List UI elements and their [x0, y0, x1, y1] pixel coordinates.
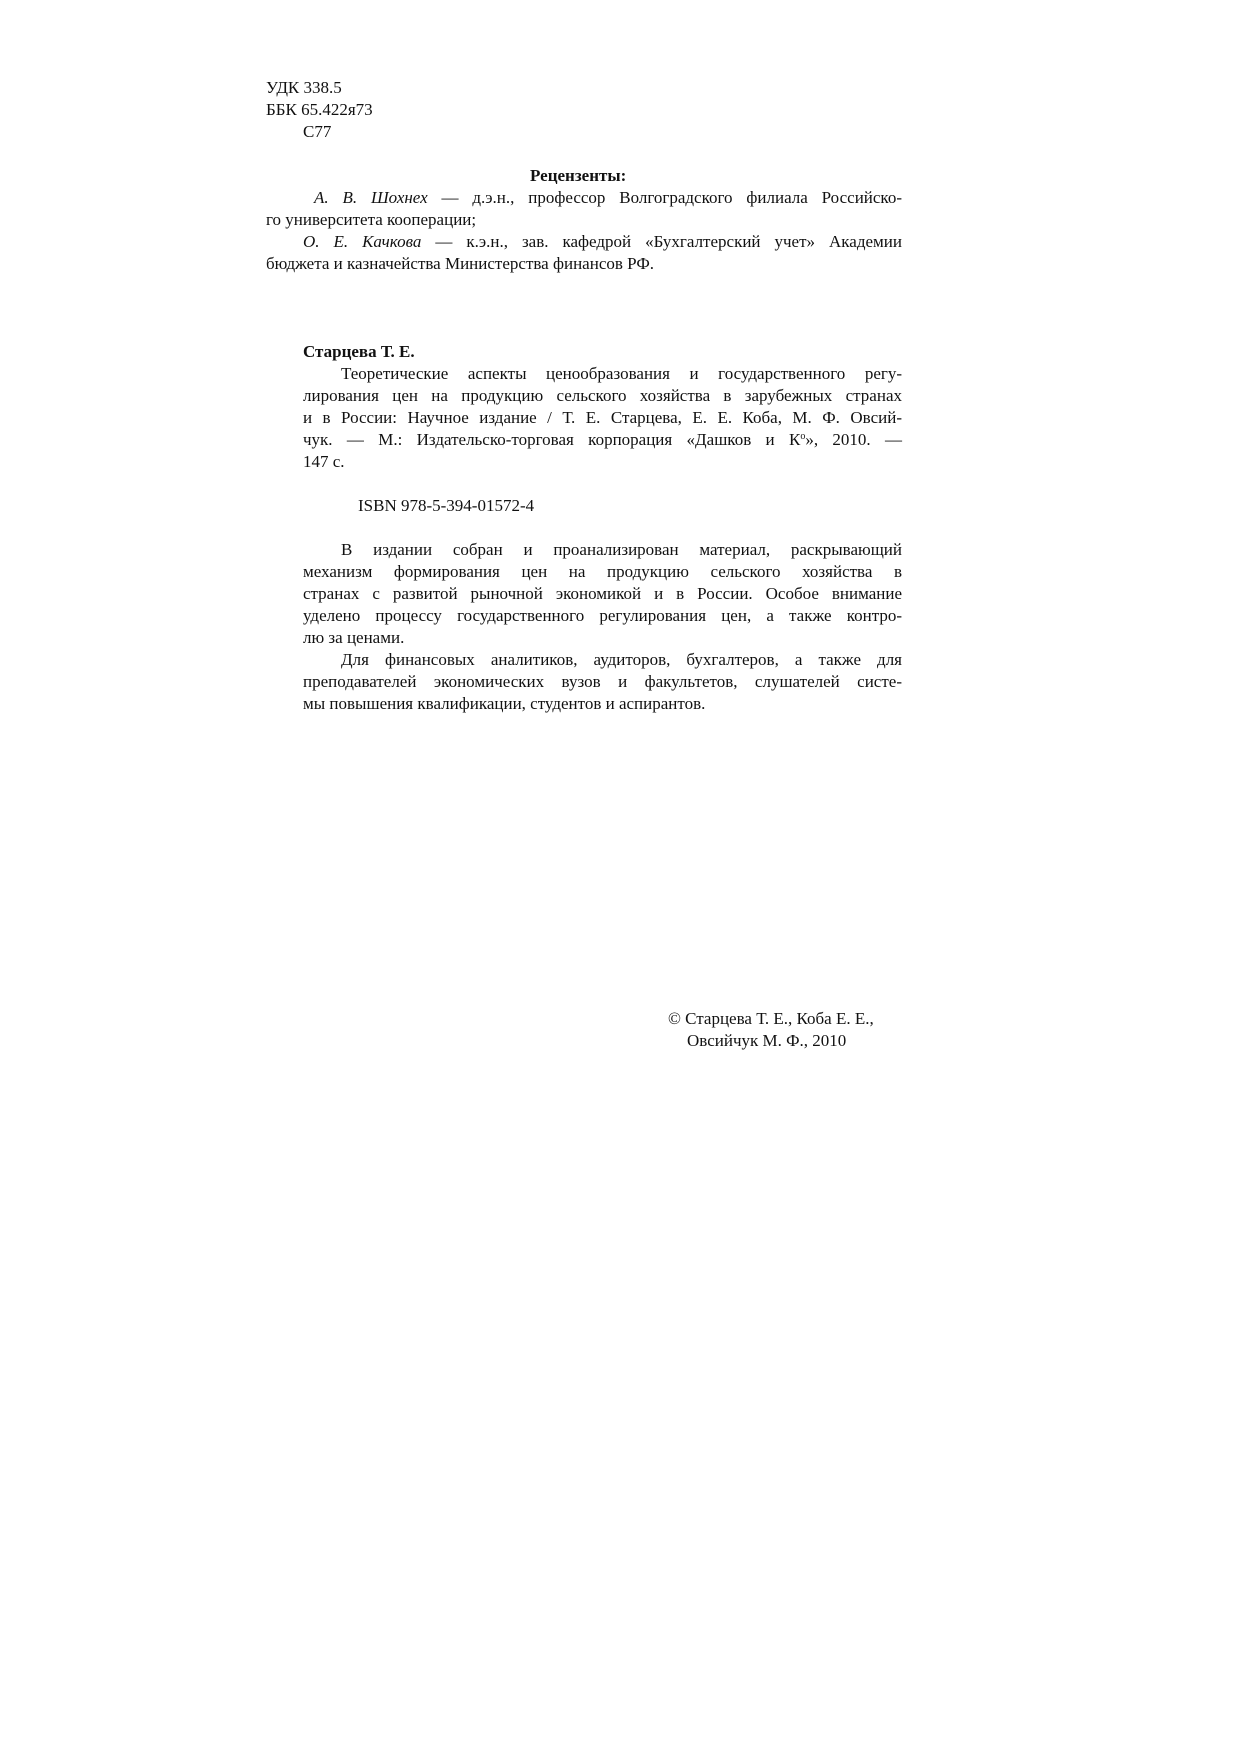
reviewer-2-line-2: бюджета и казначейства Министерства финансов РФ.: [266, 254, 654, 273]
copyright-line-1: © Старцева Т. Е., Коба Е. Е.,: [668, 1009, 874, 1028]
annotation-p2-line-2: преподавателей экономических вузов и факультетов, слушателей систе-: [303, 672, 902, 691]
bibliography-line-4-end: », 2010. —: [805, 430, 903, 449]
bibliography-line-2: лирования цен на продукцию сельского хозяйства в зарубежных странах: [303, 386, 902, 405]
bibliography-line-1: Теоретические аспекты ценообразования и государственного регу-: [341, 364, 902, 383]
bibliography-pages: 147 с.: [303, 452, 345, 471]
bbk-code: ББК 65.422я73: [266, 100, 373, 119]
annotation-p1-line-5: лю за ценами.: [303, 628, 405, 647]
annotation-p1-line-4: уделено процессу государственного регулирования цен, а также контро-: [303, 606, 902, 625]
annotation-p2-line-3: мы повышения квалификации, студентов и аспирантов.: [303, 694, 706, 713]
annotation-p2-line-1: Для финансовых аналитиков, аудиторов, бухгалтеров, а также для: [341, 650, 902, 669]
annotation-p1-line-2: механизм формирования цен на продукцию сельского хозяйства в: [303, 562, 902, 581]
bibliography-line-4: [303, 429, 902, 451]
reviewer-2-name: О. Е. Качкова: [303, 232, 422, 251]
reviewer-1-line-1: [314, 187, 902, 209]
reviewer-2-line-1: [303, 231, 902, 253]
reviewer-1-line-2: го университета кооперации;: [266, 210, 477, 229]
annotation-p1-line-3: странах с развитой рыночной экономикой и в России. Особое внимание: [303, 584, 902, 603]
annotation-p1-line-1: В издании собран и проанализирован материал, раскрывающий: [341, 540, 902, 559]
reviewer-2-credentials: — к.э.н., зав. кафедрой «Бухгалтерский учет» Академии: [421, 232, 902, 251]
bibliography-superscript: о: [800, 431, 806, 442]
reviewer-1-name: А. В. Шохнех: [314, 188, 428, 207]
copyright-line-2: Овсийчук М. Ф., 2010: [687, 1031, 847, 1050]
reviewers-heading: Рецензенты:: [530, 166, 627, 185]
reviewer-1-credentials: — д.э.н., профессор Волгоградского филиала Российско-: [427, 188, 902, 207]
bibliography-line-3: и в России: Научное издание / Т. Е. Старцева, Е. Е. Коба, М. Ф. Овсий-: [303, 408, 902, 427]
udk-code: УДК 338.5: [266, 78, 342, 97]
bibliography-author: Старцева Т. Е.: [303, 342, 415, 361]
bibliography-line-4-text: чук. — М.: Издательско-торговая корпорация «Дашков и К: [303, 430, 801, 449]
author-mark: С77: [303, 122, 332, 141]
isbn: ISBN 978-5-394-01572-4: [358, 496, 535, 515]
